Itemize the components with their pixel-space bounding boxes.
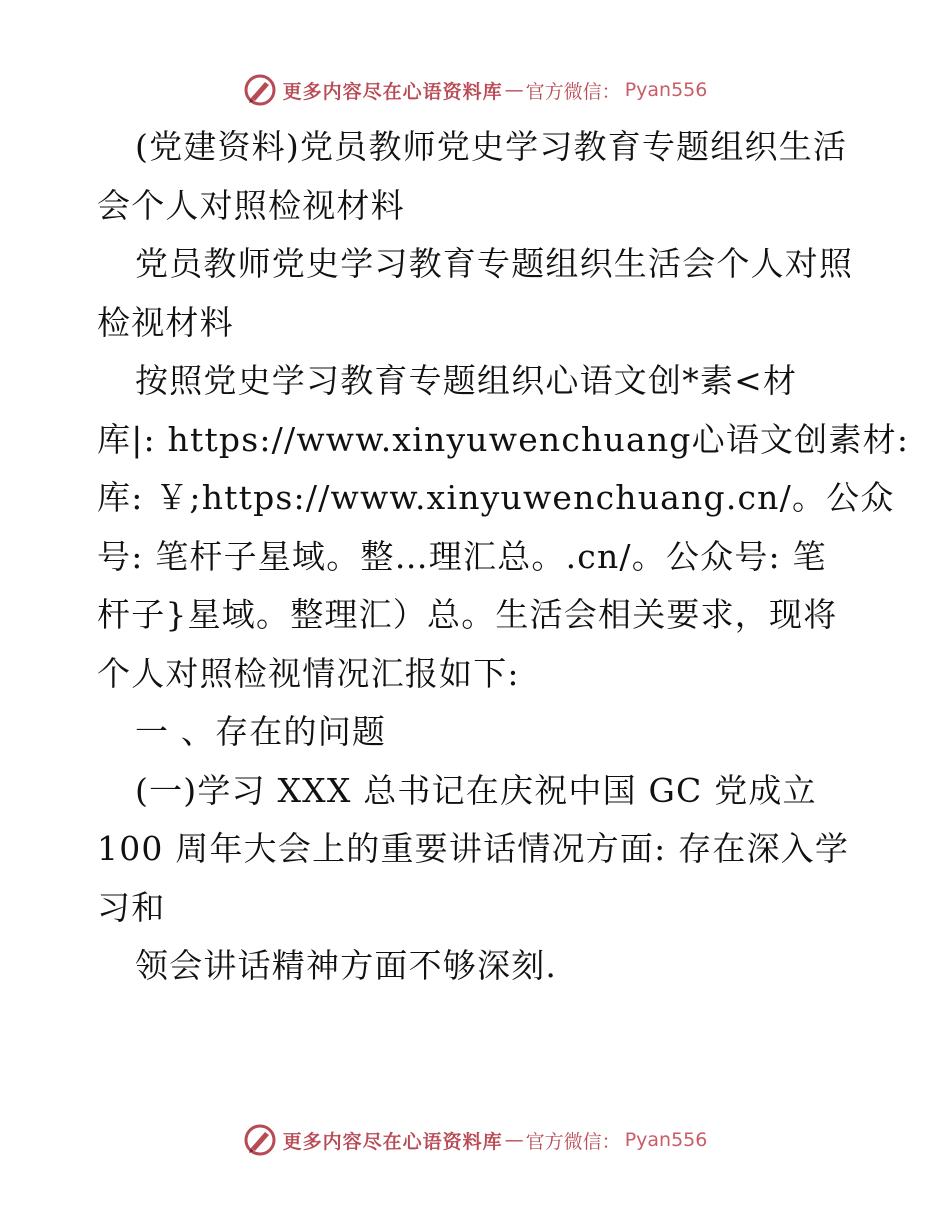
pen-logo-icon — [243, 1123, 277, 1157]
watermark-main-text: 更多内容尽在心语资料库 — [282, 80, 503, 103]
doc-paragraph-line: 习和 — [97, 887, 166, 927]
doc-paragraph-line: (一)学习 XXX 总书记在庆祝中国 GC 党成立 — [135, 770, 817, 810]
doc-subtitle-line-1: 党员教师党史学习教育专题组织生活会个人对照 — [135, 244, 854, 283]
doc-paragraph-line: 领会讲话精神方面不够深刻. — [135, 946, 558, 985]
watermark-wechat-label: 官方微信： — [525, 1130, 621, 1153]
watermark-wechat-id: Pyan556 — [624, 79, 708, 101]
doc-paragraph-line: 库|: https://www.xinyuwenchuang心语文创素材: — [97, 419, 910, 459]
doc-paragraph-line: 号: 笔杆子星域。整…理汇总。.cn/。公众号: 笔 — [97, 536, 827, 576]
doc-title-line-1: (党建资料)党员教师党史学习教育专题组织生活 — [135, 127, 848, 166]
footer-watermark — [0, 1120, 950, 1160]
watermark-main-text: 更多内容尽在心语资料库 — [282, 1130, 503, 1153]
watermark-wechat-id: Pyan556 — [624, 1129, 708, 1151]
pen-logo-icon — [243, 73, 277, 107]
watermark-separator: — — [504, 79, 524, 101]
doc-paragraph-line: 按照党史学习教育专题组织心语文创*素<材 — [135, 361, 798, 400]
doc-paragraph-line: 杆子}星域。整理汇）总。生活会相关要求，现将 — [97, 595, 838, 634]
doc-section-heading: 一 、存在的问题 — [135, 712, 387, 751]
watermark-wechat-label: 官方微信： — [525, 80, 621, 103]
header-watermark — [0, 70, 950, 110]
doc-paragraph-line: 100 周年大会上的重要讲话情况方面: 存在深入学 — [97, 829, 850, 868]
doc-paragraph-line: 个人对照检视情况汇报如下: — [97, 653, 520, 693]
doc-paragraph-line: 库: ￥;https://www.xinyuwenchuang.cn/。公众 — [97, 478, 895, 517]
doc-title-line-2: 会个人对照检视材料 — [97, 185, 405, 225]
document-body — [97, 118, 910, 996]
doc-subtitle-line-2: 检视材料 — [97, 302, 234, 342]
watermark-separator: — — [504, 1129, 524, 1151]
